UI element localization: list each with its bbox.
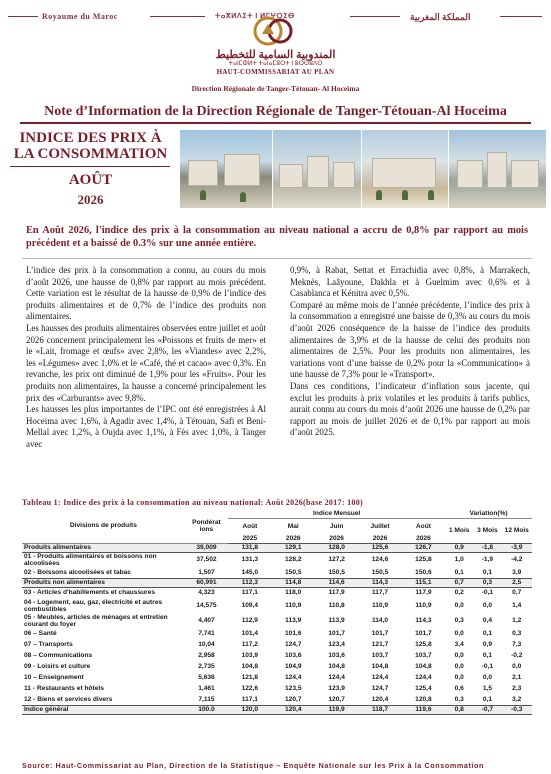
row-variation: -1,8: [473, 543, 501, 552]
row-index-value: 101,7: [328, 630, 345, 637]
row-weight: 4,407: [198, 617, 215, 624]
row-index-value: 120,0: [228, 705, 271, 714]
row-weight: 39,009: [185, 543, 228, 552]
table-row: [22, 650, 532, 661]
row-index-value: 124,7: [284, 641, 302, 648]
row-index-value: 110,8: [328, 602, 345, 609]
row-variation: -1,9: [481, 556, 494, 564]
row-index-value: 145,0: [241, 568, 259, 576]
row-index-value: 125,8: [415, 641, 432, 648]
hcp-logo: [248, 14, 298, 48]
row-index-value: 124,4: [415, 674, 432, 681]
cover-year: 2026: [77, 192, 104, 207]
row-index-value: 110,9: [285, 602, 302, 609]
row-variation: 1,5: [482, 685, 492, 692]
row-variation: 3,4: [454, 641, 464, 648]
group-variation: Variation(%): [445, 509, 532, 518]
city-photo: [449, 130, 546, 208]
row-weight: 1,461: [198, 685, 215, 692]
row-index-value: 123,4: [328, 641, 345, 648]
paragraph: Dans ces conditions, l’indicateur d’inflation sous jacente, qui exclut les produits à prix volatiles et les produits à tarifs publics, aurait connu au cours du mois d’août 2026 une hausse de 0,2% par rapport au mois de juillet 2026 et de 0,1% par rapport au mois d’août 2025.: [290, 380, 530, 438]
row-variation: -0,2: [511, 652, 523, 659]
row-variation: 1,0: [454, 556, 464, 564]
row-index-value: 117,9: [328, 589, 345, 597]
row-variation: 2,3: [512, 685, 522, 692]
row-label: 01 - Produits alimentaires et boissons non alcoolisées: [24, 552, 157, 567]
row-weight: 10,04: [198, 641, 215, 648]
row-label: 03 - Articles d'habillements et chaussures: [24, 589, 156, 597]
row-index-value: 103,7: [371, 652, 389, 659]
row-label: 06 – Santé: [24, 630, 57, 637]
row-index-value: 150,5: [371, 568, 389, 576]
row-index-value: 112,3: [228, 578, 271, 587]
row-index-value: 120,4: [371, 695, 389, 703]
row-weight: 60,991: [185, 578, 228, 587]
row-label: 05 - Meubles, articles de ménages et entretien courant du foyer: [24, 613, 168, 628]
table-row: [22, 552, 532, 567]
col-year: 2025: [242, 534, 258, 542]
row-index-value: 120,7: [328, 695, 345, 703]
row-index-value: 114,6: [315, 578, 358, 587]
row-variation: 0,3: [454, 695, 464, 703]
city-photo: [180, 130, 272, 208]
row-variation: 0,9: [445, 543, 473, 552]
key-highlight: En Août 2026, l'indice des prix à la consommation au niveau national a accru de 0,8% par rapport au mois précédent et a baissé de 0.3% sur une année entière.: [26, 225, 528, 249]
paragraph: Les hausses les plus importantes de l’IPC ont été enregistrées à Al Hoceima avec 1,6%, à Agadir avec 1,4%, à Tétouan, Safi et Beni-Mellal avec 1,2%, à Oujda avec 1,1%, à Fès avec 1,0%, à Tanger avec: [26, 404, 266, 449]
col-year: 2026: [416, 534, 431, 542]
col-var: 3 Mois: [477, 527, 498, 534]
paragraph: Comparé au même mois de l’année précédente, l’indice des prix à la consommation a enregistré une baisse de 0,3% au cours du mois d’août 2026 conséquence de la baisse de l’indice des produits alimentaires de 3,9% et de la hausse de celui des produits non alimentaires de 2,5%. Pour les produits non alimentaires, les variations vont d’une baisse de 0,2% pour la «Communication» à une hausse de 7,3% pour le «Transport».: [290, 299, 530, 380]
text-column-right: [290, 265, 530, 439]
row-index-value: 127,2: [328, 556, 345, 564]
row-index-value: 131,8: [228, 543, 271, 552]
row-variation: 0,1: [482, 630, 492, 637]
header-rule: [8, 16, 38, 17]
row-index-value: 123,5: [284, 685, 302, 692]
row-index-value: 110,9: [415, 602, 432, 609]
row-variation: -4,2: [511, 556, 523, 564]
row-variation: 0,8: [445, 705, 473, 714]
row-weight: 37,502: [196, 556, 217, 564]
row-weight: 100.0: [185, 705, 228, 714]
row-variation: 0,0: [454, 674, 464, 681]
table-row: [22, 578, 532, 587]
table-row: [22, 628, 532, 639]
title-divider: [20, 122, 531, 124]
row-variation: 2,5: [502, 578, 532, 587]
row-index-value: 101,4: [241, 630, 259, 637]
row-index-value: 114,0: [371, 617, 389, 624]
row-variation: 0,2: [454, 589, 464, 597]
paragraph: Les hausses des produits alimentaires observées entre juillet et août 2026 concernent principalement les «Poissons et fruits de mer» et le «Lait, fromage et œufs» avec 2,8%, les «Viandes» avec 2,2%, les «Légumes» avec 1,0% et le «Café, thé et cacao» avec 0,3%. En revanche, les prix ont diminué de 1,9% pour les «Fruits». Pour les produits non alimentaires, la hausse a concerné principalement les prix des «Carburants» avec 9,8%.: [26, 322, 266, 403]
row-index-value: 112,9: [241, 617, 258, 624]
table-row: [22, 683, 532, 694]
row-index-value: 103,9: [241, 652, 259, 659]
row-index-value: 120,7: [284, 695, 302, 703]
row-index-value: 119,6: [402, 705, 445, 714]
table-body: [22, 543, 532, 714]
row-variation: 0,3: [473, 578, 501, 587]
row-label: 08 – Communications: [24, 652, 93, 659]
row-index-value: 101,6: [284, 630, 302, 637]
row-variation: 0,7: [512, 589, 522, 597]
row-variation: 0,0: [482, 674, 492, 681]
row-index-value: 125,8: [415, 556, 432, 564]
row-index-value: 114,8: [272, 578, 315, 587]
row-index-value: 117,2: [241, 641, 258, 648]
col-month: Juin: [329, 522, 344, 530]
row-index-value: 117,7: [371, 589, 389, 597]
text-column-left: [26, 265, 266, 451]
row-index-value: 104,8: [241, 663, 259, 670]
row-index-value: 114,3: [358, 578, 401, 587]
row-variation: -0,1: [481, 589, 494, 597]
row-index-value: 113,9: [285, 617, 302, 624]
col-year: 2026: [329, 534, 344, 542]
row-index-value: 115,1: [402, 578, 445, 587]
city-photo: [362, 130, 448, 208]
row-index-value: 124,6: [371, 556, 389, 564]
row-variation: -0,3: [502, 705, 532, 714]
table-caption: Tableau 1: Indice des prix à la consommation au niveau national: Août 2026(base 2017: 100): [22, 498, 363, 507]
row-index-value: 101,7: [371, 630, 389, 637]
cpi-table: [22, 509, 532, 715]
row-index-value: 113,9: [328, 617, 345, 624]
row-index-value: 118,0: [285, 589, 302, 597]
row-variation: 0,0: [482, 602, 492, 609]
col-weight: Pondérat ions: [185, 509, 228, 543]
row-variation: 0,1: [482, 652, 492, 659]
table-row: [22, 587, 532, 598]
city-photo: [273, 130, 361, 208]
regional-direction: Direction Régionale de Tanger-Tétouan- Al Hoceima: [191, 84, 360, 93]
page-title: Note d’Information de la Direction Régionale de Tanger-Tétouan-Al Hoceima: [44, 104, 507, 119]
row-index-value: 124,4: [371, 674, 389, 681]
row-variation: 3,9: [512, 568, 522, 576]
row-weight: 5,636: [198, 674, 215, 681]
row-variation: 2,1: [512, 674, 522, 681]
paragraph: L’indice des prix à la consommation a connu, au cours du mois d’août 2026, une hausse de 0,8% par rapport au mois précédent. Cette variation est le résultat de la hausse de 0,9% de l’indice des produits alimentaires et de 0,7% de l’indice des produits non alimentaires.: [26, 265, 266, 322]
row-index-value: 128,2: [284, 556, 302, 564]
row-index-value: 117,1: [241, 589, 258, 597]
row-index-value: 124,4: [328, 674, 345, 681]
hcp-name-ar: المندوبية السامية للتخطيط: [215, 49, 336, 61]
row-variation: 1,4: [512, 602, 522, 609]
row-variation: 3,2: [512, 695, 522, 703]
col-month: Août: [242, 522, 258, 530]
analysis-text: [22, 258, 532, 498]
row-index-value: 103,6: [328, 652, 345, 659]
row-index-value: 150,5: [328, 568, 345, 576]
table-row: [22, 705, 532, 714]
row-index-value: 128,0: [315, 543, 358, 552]
col-var: 1 Mois: [448, 527, 470, 534]
row-variation: 0,0: [512, 663, 522, 670]
row-index-value: 117,1: [241, 695, 258, 703]
col-products: Divisions de produits: [22, 509, 185, 543]
row-variation: 0,1: [454, 568, 464, 576]
cover-title: [8, 130, 173, 162]
row-index-value: 104,8: [371, 663, 389, 670]
row-variation: 0,0: [454, 663, 464, 670]
row-index-value: 104,8: [328, 663, 345, 670]
row-variation: -0,7: [473, 705, 501, 714]
row-variation: 0,4: [482, 617, 492, 624]
row-index-value: 103,6: [284, 652, 302, 659]
row-index-value: 129,1: [272, 543, 315, 552]
col-month: Août: [415, 522, 431, 530]
row-variation: 0,1: [482, 568, 492, 576]
row-index-value: 120,8: [415, 695, 432, 703]
cover-title-line2: LA CONSOMMATION: [13, 146, 168, 162]
row-index-value: 123,9: [328, 685, 345, 692]
row-label: 11 - Restaurants et hôtels: [24, 685, 104, 692]
table-row: [22, 613, 532, 628]
header-rule: [150, 16, 205, 17]
row-index-value: 118,7: [358, 705, 401, 714]
row-index-value: 119,9: [315, 705, 358, 714]
table-row: [22, 694, 532, 705]
row-weight: 7,741: [198, 630, 215, 637]
row-label: 02 - Boissons alcoolisées et tabac: [24, 568, 132, 576]
row-variation: 0,9: [482, 641, 492, 648]
row-index-value: 104,9: [284, 663, 302, 670]
cover-title-line1: INDICE DES PRIX À: [19, 130, 162, 146]
row-index-value: 101,7: [415, 630, 432, 637]
source-note: Source: Haut-Commissariat au Plan, Direction de la Statistique – Enquête Nationale sur les Prix à la Consommation: [22, 761, 485, 770]
row-index-value: 121,7: [371, 641, 389, 648]
row-variation: -3,9: [502, 543, 532, 552]
row-index-value: 124,7: [371, 685, 389, 692]
row-weight: 1,507: [198, 568, 215, 576]
row-index-value: 150,5: [284, 568, 302, 576]
row-label: 07 – Transports: [24, 641, 73, 648]
row-variation: 0,3: [454, 617, 464, 624]
table-row: [22, 661, 532, 672]
header-rule: [350, 16, 400, 17]
kingdom-label-ber: ⵜⴰⴳⵍⴷⵉⵜ ⵏ ⵍⵎⵖⵔⵉⴱ: [215, 12, 295, 20]
row-weight: 14,575: [196, 602, 217, 609]
col-year: 2026: [372, 534, 388, 542]
cover-divider: [10, 166, 170, 167]
row-index-value: 104,8: [415, 663, 432, 670]
row-index-value: 103,7: [415, 652, 432, 659]
row-index-value: 109,4: [241, 602, 259, 609]
city-photo-collage: [180, 130, 546, 208]
row-index-value: 124,4: [284, 674, 302, 681]
row-index-value: 126,7: [402, 543, 445, 552]
hcp-name-ber: ⵜⴰⵏⵎⵀⵍⵜ ⵜⴰⵏⴰⵎⵓⵔⵜ ⵏ ⵓⵙⵙⵓⴷⵙ: [228, 61, 323, 67]
col-year: 2026: [285, 534, 301, 542]
group-monthly: Indice Mensuel: [228, 509, 445, 518]
row-label: 04 - Logement, eau, gaz, électricité et autres combustibles: [24, 598, 163, 613]
row-weight: 4,323: [198, 589, 215, 597]
table-row: [22, 543, 532, 552]
table-row: [22, 672, 532, 683]
row-variation: 0,7: [445, 578, 473, 587]
kingdom-label-ar: المملكة المغربية: [410, 12, 471, 22]
row-index-value: 117,9: [415, 589, 432, 597]
row-label: Produits alimentaires: [22, 543, 185, 552]
table-row: [22, 567, 532, 578]
table-row: [22, 639, 532, 650]
row-index-value: 125,4: [415, 685, 432, 692]
paragraph: 0,9%, à Rabat, Settat et Errachidia avec 0,8%, à Marrakech, Meknès, Laâyoune, Dakhla et à Guelmim avec 0,6% et à Casablanca et Kénitra avec 0,5%.: [290, 265, 530, 299]
row-variation: 0,3: [512, 630, 522, 637]
row-weight: 7,115: [198, 695, 215, 703]
cover-month: AOÛT: [68, 172, 113, 188]
row-index-value: 150,6: [415, 568, 432, 576]
row-variation: 1,2: [512, 617, 522, 624]
col-var: 12 Mois: [504, 527, 529, 534]
table-row: [22, 598, 532, 613]
row-weight: 2,958: [198, 652, 215, 659]
row-label: 12 - Biens et services divers: [24, 695, 113, 703]
row-index-value: 125,6: [358, 543, 401, 552]
row-index-value: 122,6: [241, 685, 259, 692]
row-weight: 2,735: [198, 663, 215, 670]
row-variation: 0,1: [482, 695, 492, 703]
row-variation: 0,6: [454, 685, 464, 692]
row-variation: 0,0: [454, 630, 464, 637]
row-label: Produits non alimentaires: [22, 578, 185, 587]
row-label: 09 - Loisirs et culture: [24, 663, 91, 670]
row-variation: 0,0: [454, 652, 464, 659]
row-variation: 7,3: [512, 641, 522, 648]
row-index-value: 110,9: [371, 602, 389, 609]
row-index-value: 121,8: [241, 674, 259, 681]
col-month: Juillet: [370, 522, 390, 530]
row-index-value: 120,4: [272, 705, 315, 714]
row-index-value: 131,3: [241, 556, 259, 564]
row-variation: 0,0: [454, 602, 464, 609]
hcp-name-fr: HAUT-COMMISSARIAT AU PLAN: [216, 68, 335, 76]
row-variation: -0,1: [481, 663, 494, 670]
row-label: 10 – Enseignement: [24, 674, 84, 681]
row-label: Indice général: [22, 705, 185, 714]
header-rule: [500, 16, 542, 17]
kingdom-label-fr: Royaume du Maroc: [42, 12, 118, 21]
col-month: Mai: [287, 522, 299, 530]
row-index-value: 114,3: [415, 617, 432, 624]
